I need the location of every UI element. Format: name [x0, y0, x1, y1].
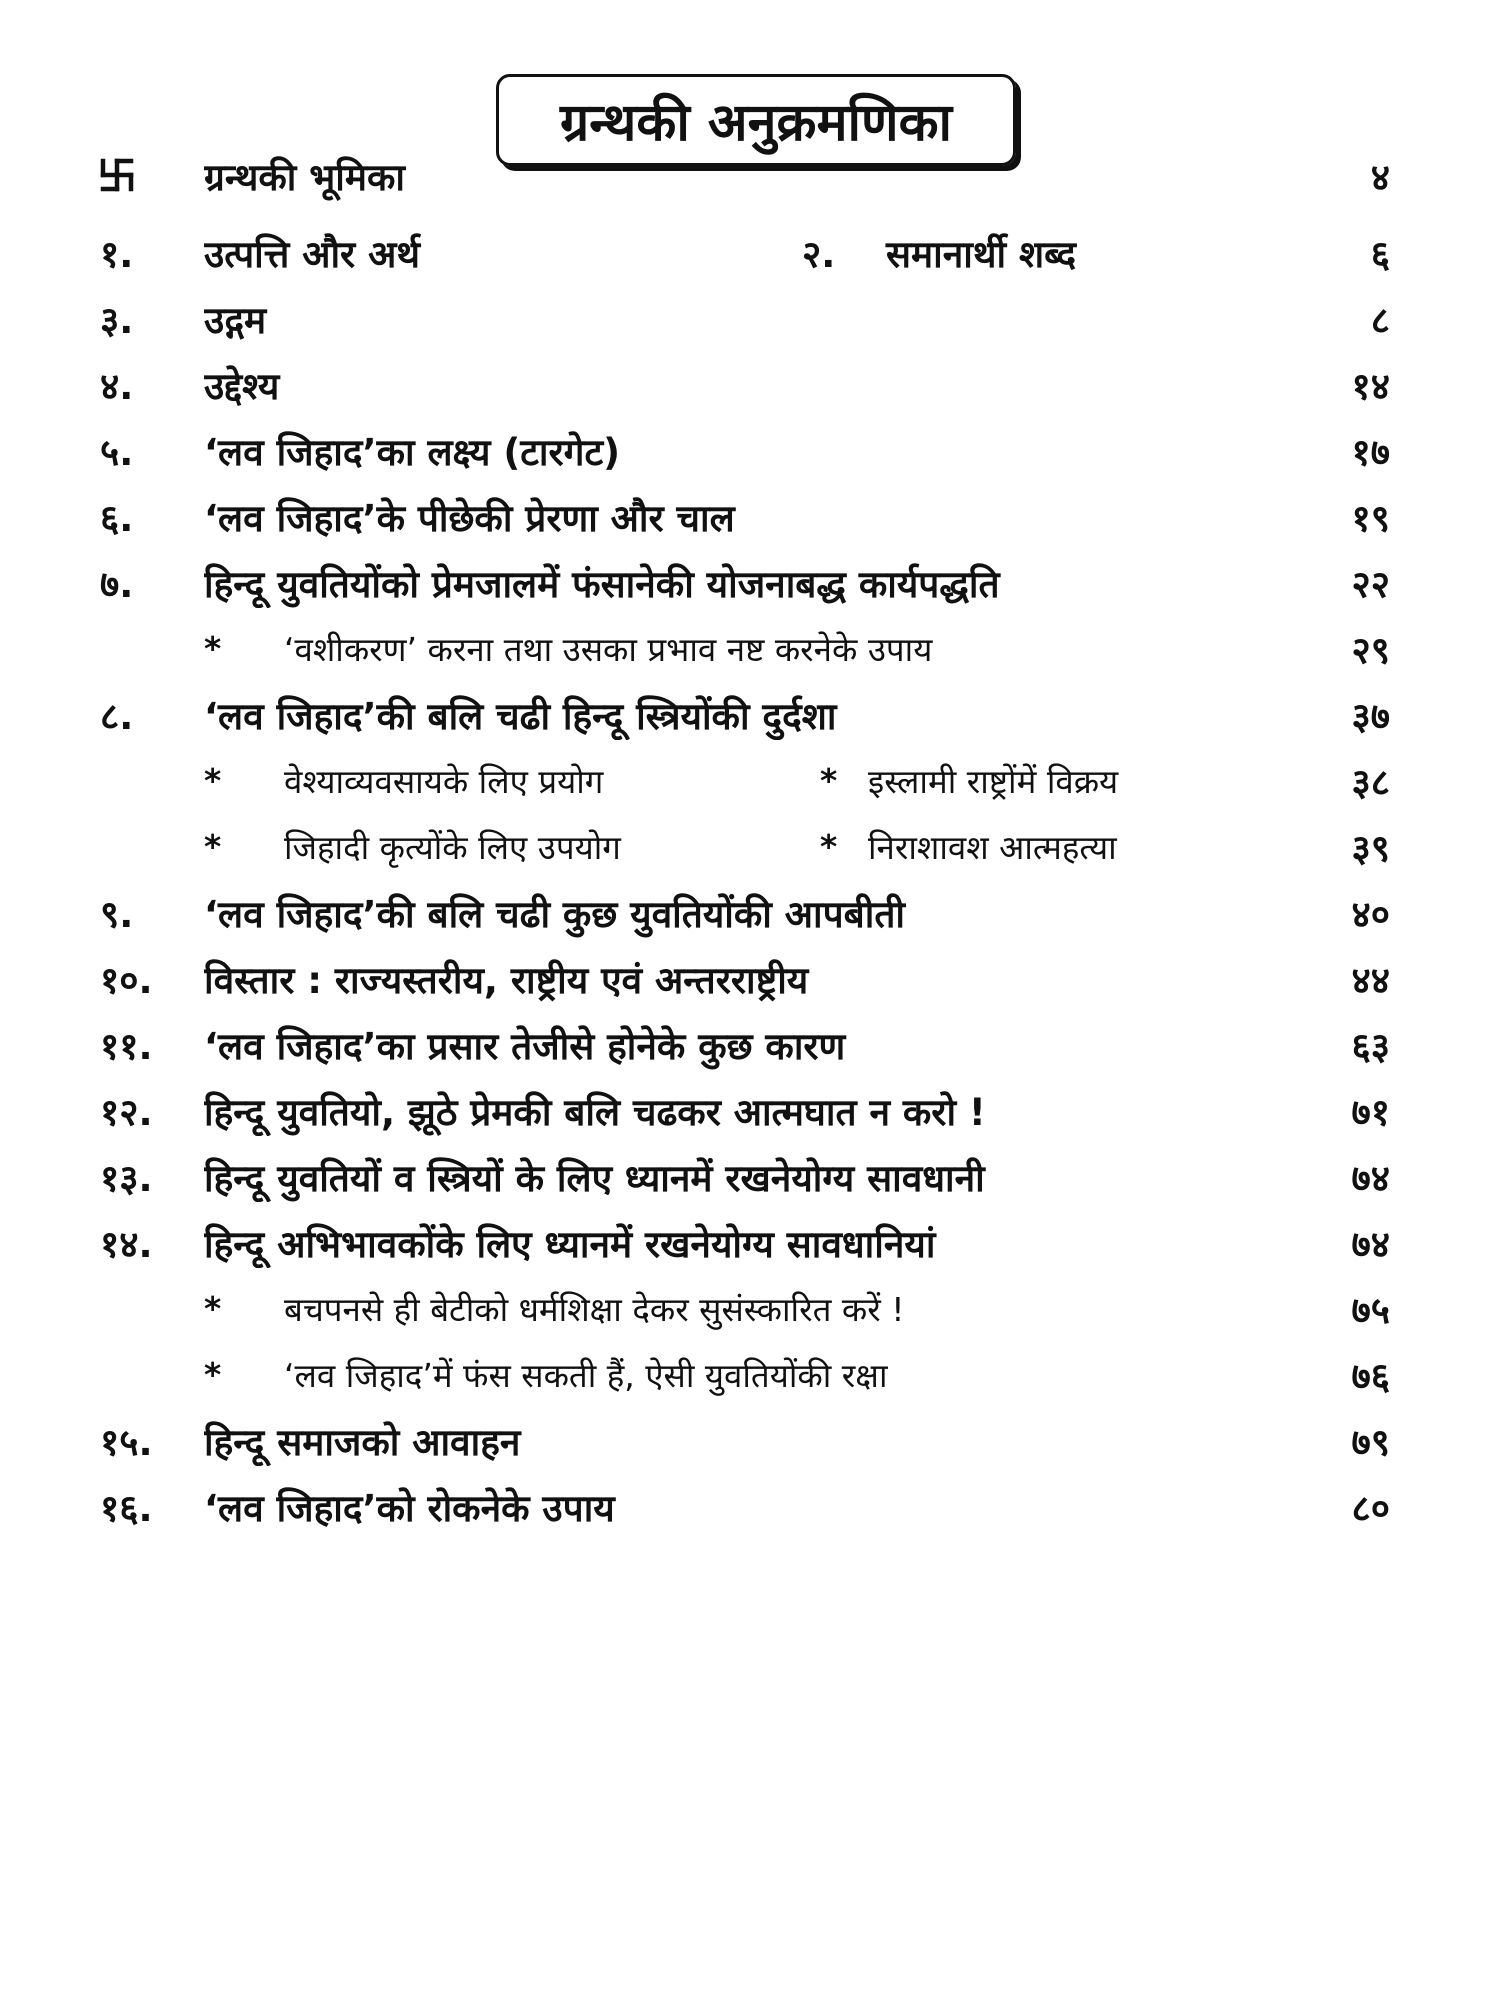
toc-row — [100, 420, 1390, 480]
toc-label: हिन्दू युवतियो, झूठे प्रेमकी बलि चढकर आत्मघात न करो ! — [204, 1090, 986, 1134]
toc-label: समानार्थी शब्द — [886, 232, 1077, 276]
toc-number: १३. — [100, 1156, 153, 1200]
toc-row — [100, 486, 1390, 546]
page-title: ग्रन्थकी अनुक्रमणिका — [559, 92, 953, 153]
toc-page: ७९ — [1351, 1420, 1390, 1464]
toc-page: ७१ — [1351, 1090, 1390, 1134]
toc-number: ३. — [100, 298, 134, 342]
bullet-star: * — [204, 760, 222, 800]
toc-number: २. — [802, 232, 836, 276]
toc-page: १४ — [1351, 364, 1390, 408]
toc-row — [100, 1212, 1390, 1272]
toc-label: ग्रन्थकी भूमिका — [204, 155, 405, 199]
toc-row — [100, 882, 1390, 942]
toc-page: ३८ — [1351, 760, 1390, 804]
toc-page: ७५ — [1351, 1288, 1390, 1332]
toc-number: ९. — [100, 892, 134, 936]
bullet-star: * — [204, 1354, 222, 1394]
toc-page: ३९ — [1351, 826, 1390, 870]
bullet-star: * — [820, 760, 838, 800]
toc-label: वेश्याव्यवसायके लिए प्रयोग — [284, 761, 604, 801]
toc-page: १९ — [1351, 496, 1390, 540]
toc-row — [100, 1146, 1390, 1206]
toc-row — [100, 1476, 1390, 1536]
toc-page: ६३ — [1351, 1024, 1390, 1068]
toc-page: ७४ — [1351, 1222, 1390, 1266]
bullet-star: * — [820, 826, 838, 866]
toc-label: हिन्दू समाजको आवाहन — [204, 1420, 521, 1464]
toc-page: ७४ — [1351, 1156, 1390, 1200]
toc-label: इस्लामी राष्ट्रोंमें विक्रय — [868, 761, 1119, 801]
toc-subrow — [100, 618, 1390, 678]
swastika-icon — [100, 158, 204, 192]
toc-page: ४ — [1370, 155, 1390, 199]
toc-label: उत्पत्ति और अर्थ — [204, 232, 420, 276]
toc-label: ‘लव जिहाद’का लक्ष्य (टारगेट) — [204, 430, 621, 474]
toc-number: १. — [100, 232, 134, 276]
toc-page: ४० — [1351, 892, 1390, 936]
toc-label: हिन्दू अभिभावकोंके लिए ध्यानमें रखनेयोग्य सावधानियां — [204, 1222, 936, 1266]
toc-label: उद्देश्य — [204, 364, 280, 408]
toc-number: १२. — [100, 1090, 153, 1134]
toc-subrow-pair — [100, 750, 1390, 810]
toc-number: १०. — [100, 958, 153, 1002]
toc-label: बचपनसे ही बेटीको धर्मशिक्षा देकर सुसंस्कारित करें ! — [284, 1289, 905, 1329]
toc-row — [100, 1080, 1390, 1140]
toc-row — [100, 948, 1390, 1008]
toc-number: १४. — [100, 1222, 153, 1266]
toc-page: ३७ — [1351, 694, 1390, 738]
toc-label: विस्तार : राज्यस्तरीय, राष्ट्रीय एवं अन्तरराष्ट्रीय — [204, 958, 809, 1002]
toc-row — [100, 288, 1390, 348]
toc-row-1-2 — [100, 222, 1390, 282]
toc-label: ‘लव जिहाद’की बलि चढी हिन्दू स्त्रियोंकी दुर्दशा — [204, 694, 837, 738]
toc-number: ६. — [100, 496, 134, 540]
toc-row — [100, 552, 1390, 612]
toc-row-preface — [100, 145, 1390, 205]
toc-page: ८ — [1370, 298, 1390, 342]
toc-number: १६. — [100, 1486, 153, 1530]
toc-row — [100, 1410, 1390, 1470]
toc-label: ‘लव जिहाद’में फंस सकती हैं, ऐसी युवतियोंकी रक्षा — [284, 1355, 888, 1395]
toc-subrow-pair — [100, 816, 1390, 876]
toc-label: ‘वशीकरण’ करना तथा उसका प्रभाव नष्ट करनेके उपाय — [284, 629, 933, 669]
toc-row — [100, 354, 1390, 414]
toc-row — [100, 1014, 1390, 1074]
toc-page: २२ — [1351, 562, 1390, 606]
toc-page: २९ — [1351, 628, 1390, 672]
toc-number: ७. — [100, 562, 134, 606]
toc-label: निराशावश आत्महत्या — [868, 827, 1117, 867]
toc-second-entry — [802, 227, 1076, 278]
toc-page: १७ — [1351, 430, 1390, 474]
toc-page: ७६ — [1351, 1354, 1390, 1398]
toc-label: ‘लव जिहाद’का प्रसार तेजीसे होनेके कुछ कारण — [204, 1024, 846, 1068]
toc-number: ४. — [100, 364, 134, 408]
toc-label: हिन्दू युवतियोंको प्रेमजालमें फंसानेकी योजनाबद्ध कार्यपद्धति — [204, 562, 1000, 606]
toc-subrow — [100, 1344, 1390, 1404]
toc-label: ‘लव जिहाद’की बलि चढी कुछ युवतियोंकी आपबीती — [204, 892, 905, 936]
toc-page: ४४ — [1351, 958, 1390, 1002]
toc-label: ‘लव जिहाद’के पीछेकी प्रेरणा और चाल — [204, 496, 735, 540]
toc-row — [100, 684, 1390, 744]
bullet-star: * — [204, 628, 222, 668]
toc-number: १५. — [100, 1420, 153, 1464]
toc-label: ‘लव जिहाद’को रोकनेके उपाय — [204, 1486, 615, 1530]
toc-page: ६ — [1370, 232, 1390, 276]
toc-number: ११. — [100, 1024, 153, 1068]
bullet-star: * — [204, 1288, 222, 1328]
toc-page: ८० — [1351, 1486, 1390, 1530]
toc-label: हिन्दू युवतियों व स्त्रियों के लिए ध्यानमें रखनेयोग्य सावधानी — [204, 1156, 985, 1200]
bullet-star: * — [204, 826, 222, 866]
toc-number: ५. — [100, 430, 134, 474]
toc-label: उद्गम — [204, 298, 267, 342]
toc-number: ८. — [100, 694, 134, 738]
toc-label: जिहादी कृत्योंके लिए उपयोग — [284, 827, 621, 867]
toc-subrow — [100, 1278, 1390, 1338]
